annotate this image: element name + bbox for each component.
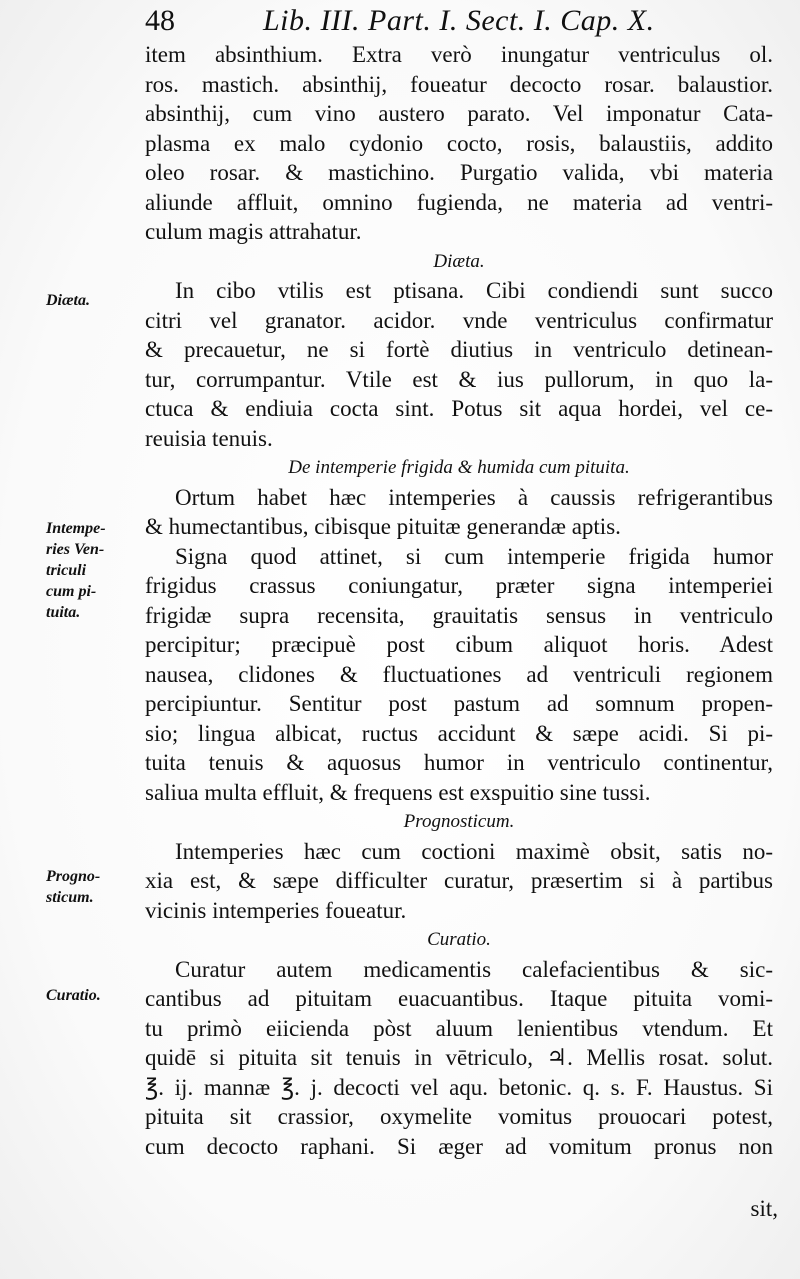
text-line: ℥. ij. mannæ ℥. j. decocti vel aqu. betonic. q. s. F. Haustus. Si (145, 1074, 773, 1100)
text-line: tu primò eiicienda pòst aluum lenientibus vtendum. Et (145, 1015, 773, 1041)
text-line: & precauetur, ne si fortè diutius in ventriculo detinean- (145, 337, 773, 362)
margin-note-intemperie: Intempe- ries Ven- triculi cum pi- tuita. (46, 520, 106, 621)
text-line: cantibus ad pituitam euacuantibus. Itaque pituita vomi- (145, 986, 773, 1011)
text-line: citri vel granator. acidor. vnde ventriculus confirmatur (145, 307, 773, 333)
text-line: reuisia tenuis. (145, 425, 273, 451)
text-line: item absinthium. Extra verò inungatur ventriculus ol. (145, 42, 773, 67)
text-line: pituita sit crassior, oxymelite vomitus prouocari potest, (145, 1104, 773, 1129)
section-heading-diaeta: Diæta. (433, 250, 485, 272)
text-line: absinthij, cum vino austero parato. Vel imponatur Cata- (145, 101, 773, 126)
text-line: saliua multa effluit, & frequens est exspuitio sine tussi. (145, 779, 651, 805)
section-heading-intemperie: De intemperie frigida & humida cum pituita. (288, 457, 630, 478)
text-block (145, 40, 773, 1161)
text-line: percipiuntur. Sentitur post pastum ad somnum propen- (145, 691, 773, 716)
text-line: nausea, clidones & fluctuationes ad ventriculi regionem (145, 661, 773, 687)
text-line: Ortum habet hæc intemperies à caussis refrigerantibus (175, 484, 773, 510)
page-number: 48 (145, 4, 175, 37)
text-line: aliunde affluit, omnino fugienda, ne materia ad ventri- (145, 189, 773, 215)
text-line: frigidus crassus coniungatur, præter signa intemperiei (145, 573, 773, 598)
catchword: sit, (750, 1196, 778, 1221)
text-line: ros. mastich. absinthij, foueatur decocto rosar. balaustior. (145, 71, 773, 97)
text-line: xia est, & sæpe difficulter curatur, præsertim si à partibus (145, 868, 773, 893)
section-heading-prognosticum: Prognosticum. (403, 811, 515, 832)
text-line: tuita tenuis & aquosus humor in ventriculo continentur, (145, 750, 773, 775)
text-line: tur, corrumpantur. Vtile est & ius pullorum, in quo la- (145, 366, 773, 392)
text-line: ctuca & endiuia cocta sint. Potus sit aqua hordei, vel ce- (145, 396, 773, 421)
text-line: sio; lingua albicat, ructus accidunt & sæpe acidi. Si pi- (145, 720, 773, 746)
text-line: quidē si pituita sit tenuis in vētriculo, ♃. Mellis rosat. solut. (145, 1045, 773, 1070)
text-line: frigidæ supra recensita, grauitatis sensus in ventriculo (145, 602, 773, 628)
text-line: Intemperies hæc cum coctioni maximè obsit, satis no- (175, 838, 773, 864)
text-line: & humectantibus, cibisque pituitæ generandæ aptis. (145, 514, 621, 539)
text-line: oleo rosar. & mastichino. Purgatio valida, vbi materia (145, 160, 773, 185)
text-line: Signa quod attinet, si cum intemperie frigida humor (175, 543, 773, 569)
text-line: cum decocto raphani. Si æger ad vomitum pronus non (145, 1133, 773, 1159)
text-line: In cibo vtilis est ptisana. Cibi condiendi sunt succo (175, 278, 773, 303)
text-line: Curatur autem medicamentis calefacientibus & sic- (175, 956, 773, 982)
page-header (145, 4, 785, 44)
margin-note-diaeta: Diæta. (46, 292, 90, 309)
running-title: Lib. III. Part. I. Sect. I. Cap. X. (263, 4, 655, 37)
text-line: percipitur; præcipuè post cibum aliquot horis. Adest (145, 632, 773, 657)
text-line: culum magis attrahatur. (145, 219, 362, 244)
section-heading-curatio: Curatio. (427, 929, 491, 950)
margin-note-curatio: Curatio. (46, 987, 101, 1004)
margin-note-prognosticum: Progno- sticum. (46, 868, 101, 906)
text-line: vicinis intemperies foueatur. (145, 897, 407, 923)
text-line: plasma ex malo cydonio cocto, rosis, balaustiis, addito (145, 130, 773, 156)
